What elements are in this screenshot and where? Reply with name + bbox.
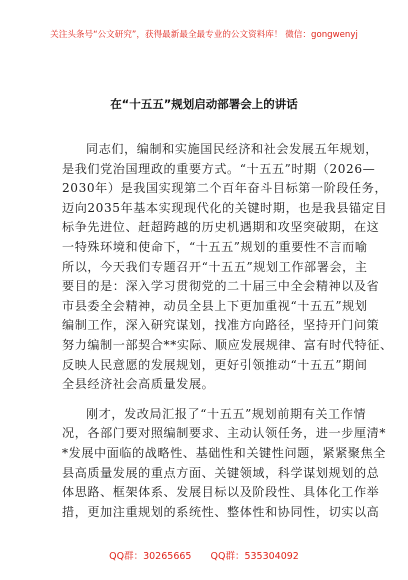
text-line: 反映人民意愿的发展规划，更好引领推动“十五五”期间 — [62, 357, 368, 372]
text-line: 要目的是：深入学习贯彻党的二十届三中全会精神以及省 — [62, 279, 380, 294]
text-line: 体思路、框架体系、发展目标以及阶段性、具体化工作举 — [62, 485, 380, 500]
text-line: 2030年）是我国实现第二个百年奋斗目标第一阶段任务， — [62, 181, 388, 196]
text-line: 是我们党治国理政的重要方式。“十五五”时期（2026— — [62, 161, 376, 176]
header-banner: 关注头条号“公文研究”，获得最新最全最专业的公文资料库！ 微信：gongwenyj — [50, 30, 358, 40]
text-line: 所以，今天我们专题召开“十五五”规划工作部署会，主 — [62, 259, 368, 274]
footer — [0, 548, 408, 562]
paragraph-2 — [62, 405, 386, 523]
text-line: 编制工作，深入研究谋划，找准方向路径，坚持开门问策 — [62, 318, 380, 333]
text-line: 措，更加注重规划的系统性、整体性和协同性，切实以高 — [62, 504, 380, 519]
text-line: *发展中面临的战略性、基础性和关键性问题，紧紧聚焦全 — [62, 445, 386, 460]
text-line: 市县委全会精神，动员全县上下更加重视“十五五”规划 — [62, 298, 368, 313]
document-title: 在“十五五”规划启动部署会上的讲话 — [110, 97, 298, 111]
footer-qq-group-1: QQ群：30265665 — [109, 551, 192, 562]
text-line: 刚才，发改局汇报了“十五五”规划前期有关工作情 — [86, 406, 367, 421]
text-line: 标争先进位、赶超跨越的历史机遇期和攻坚突破期，在这 — [62, 220, 380, 235]
text-line: 努力编制一部契合**实际、顺应发展规律、富有时代特征、 — [62, 337, 393, 352]
text-line: 同志们，编制和实施国民经济和社会发展五年规划， — [86, 142, 378, 156]
text-line: 迈向2035年基本实现现代化的关键时期，也是我县锚定目 — [62, 200, 388, 215]
footer-qq-group-2: QQ群：535304092 — [210, 551, 299, 562]
document-body — [62, 140, 393, 522]
text-line: 一特殊环境和使命下，“十五五”规划的重要性不言而喻 — [62, 239, 368, 254]
text-line: 县高质量发展的重点方面、关键领域，科学谋划规划的总 — [62, 465, 380, 480]
text-line: 全县经济社会高质量发展。 — [62, 377, 215, 392]
paragraph-1 — [62, 140, 393, 395]
paragraph-gap — [62, 395, 352, 405]
text-line: 况，各部门要对照编制要求、主动认领任务，进一步厘清* — [62, 426, 386, 441]
